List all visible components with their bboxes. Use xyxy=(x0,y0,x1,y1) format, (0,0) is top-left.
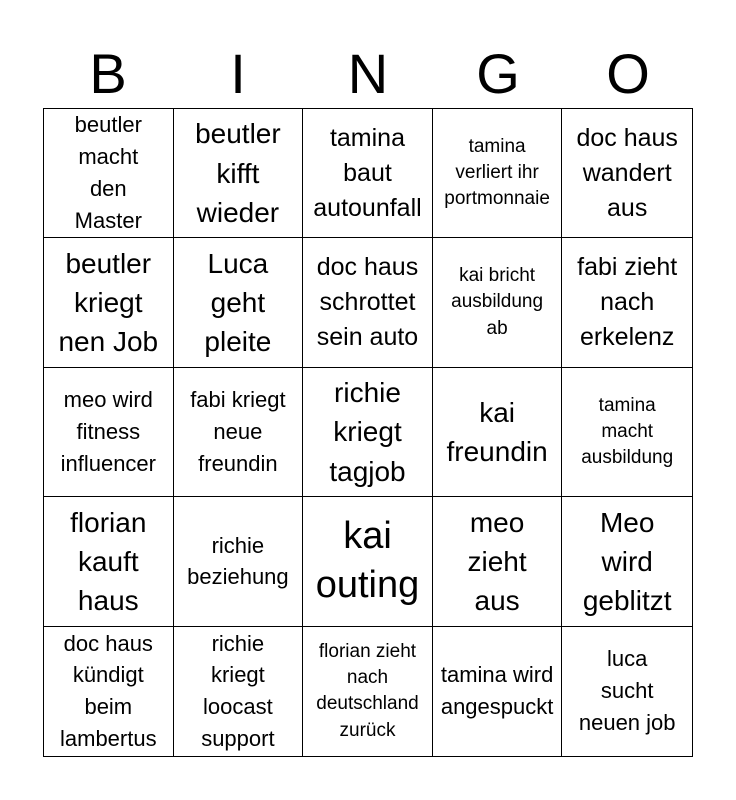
bingo-cell-r2-c1[interactable] xyxy=(44,238,174,367)
bingo-cell-r2-c2[interactable] xyxy=(174,238,304,367)
cell-text: tamina verliert ihr portmonnaie xyxy=(444,135,550,210)
cell-text: beutler kifft wieder xyxy=(195,118,281,228)
bingo-cell-r4-c2[interactable] xyxy=(174,497,304,626)
cell-text: tamina macht ausbildung xyxy=(581,394,674,469)
bingo-cell-r3-c5[interactable] xyxy=(562,368,692,497)
cell-text: fabi zieht nach erkelenz xyxy=(577,253,678,352)
cell-text: richie kriegt loocast support xyxy=(201,630,275,752)
cell-text: kai bricht ausbildung ab xyxy=(451,265,544,339)
cell-text: richie kriegt tagjob xyxy=(329,377,406,487)
cell-text: kai freundin xyxy=(446,396,548,467)
bingo-cell-r5-c1[interactable] xyxy=(44,627,174,756)
bingo-cell-r2-c4[interactable] xyxy=(433,238,563,367)
bingo-cell-r3-c4[interactable] xyxy=(433,368,563,497)
bingo-header xyxy=(43,40,693,108)
bingo-cell-r1-c5[interactable] xyxy=(562,109,692,238)
cell-text: beutler kriegt nen Job xyxy=(58,247,159,358)
bingo-cell-r3-c1[interactable] xyxy=(44,368,174,497)
cell-text: richie beziehung xyxy=(187,532,289,590)
bingo-board xyxy=(43,108,693,757)
bingo-cell-r2-c5[interactable] xyxy=(562,238,692,367)
bingo-cell-r5-c3[interactable] xyxy=(303,627,433,756)
bingo-cell-r5-c5[interactable] xyxy=(562,627,692,756)
header-letter-b: B xyxy=(89,42,127,105)
cell-text: doc haus kündigt beim lambertus xyxy=(60,630,157,752)
bingo-cell-r4-c1[interactable] xyxy=(44,497,174,626)
bingo-cell-r5-c2[interactable] xyxy=(174,627,304,756)
cell-text: doc haus wandert aus xyxy=(576,123,678,222)
header-letter-o: O xyxy=(606,42,650,105)
cell-text: beutler macht den Master xyxy=(74,112,142,234)
cell-text: Luca geht pleite xyxy=(204,247,272,358)
bingo-cell-r5-c4[interactable] xyxy=(433,627,563,756)
cell-text: tamina wird angespuckt xyxy=(440,662,554,720)
bingo-cell-r3-c2[interactable] xyxy=(174,368,304,497)
bingo-cell-r3-c3[interactable] xyxy=(303,368,433,497)
cell-text: tamina baut autounfall xyxy=(313,123,422,222)
cell-text: doc haus schrottet sein auto xyxy=(316,253,419,352)
bingo-cell-r1-c1[interactable] xyxy=(44,109,174,238)
bingo-cell-r1-c2[interactable] xyxy=(174,109,304,238)
bingo-cell-r2-c3[interactable] xyxy=(303,238,433,367)
bingo-cell-r1-c3[interactable] xyxy=(303,109,433,238)
bingo-cell-r4-c5[interactable] xyxy=(562,497,692,626)
cell-text: florian zieht nach deutschland zurück xyxy=(316,640,419,741)
header-letter-n: N xyxy=(347,42,389,105)
header-letter-i: I xyxy=(230,42,246,105)
header-letter-g: G xyxy=(476,42,520,105)
bingo-cell-r1-c4[interactable] xyxy=(433,109,563,238)
cell-text: fabi kriegt neue freundin xyxy=(190,387,286,476)
cell-text: kai outing xyxy=(315,515,420,607)
cell-text: florian kauft haus xyxy=(70,506,147,616)
bingo-cell-r4-c4[interactable] xyxy=(433,497,563,626)
cell-text: meo wird fitness influencer xyxy=(60,387,156,476)
cell-text: meo zieht aus xyxy=(467,506,527,616)
cell-text: Meo wird geblitzt xyxy=(582,506,672,616)
bingo-cell-r4-c3[interactable] xyxy=(303,497,433,626)
cell-text: luca sucht neuen job xyxy=(578,646,676,736)
